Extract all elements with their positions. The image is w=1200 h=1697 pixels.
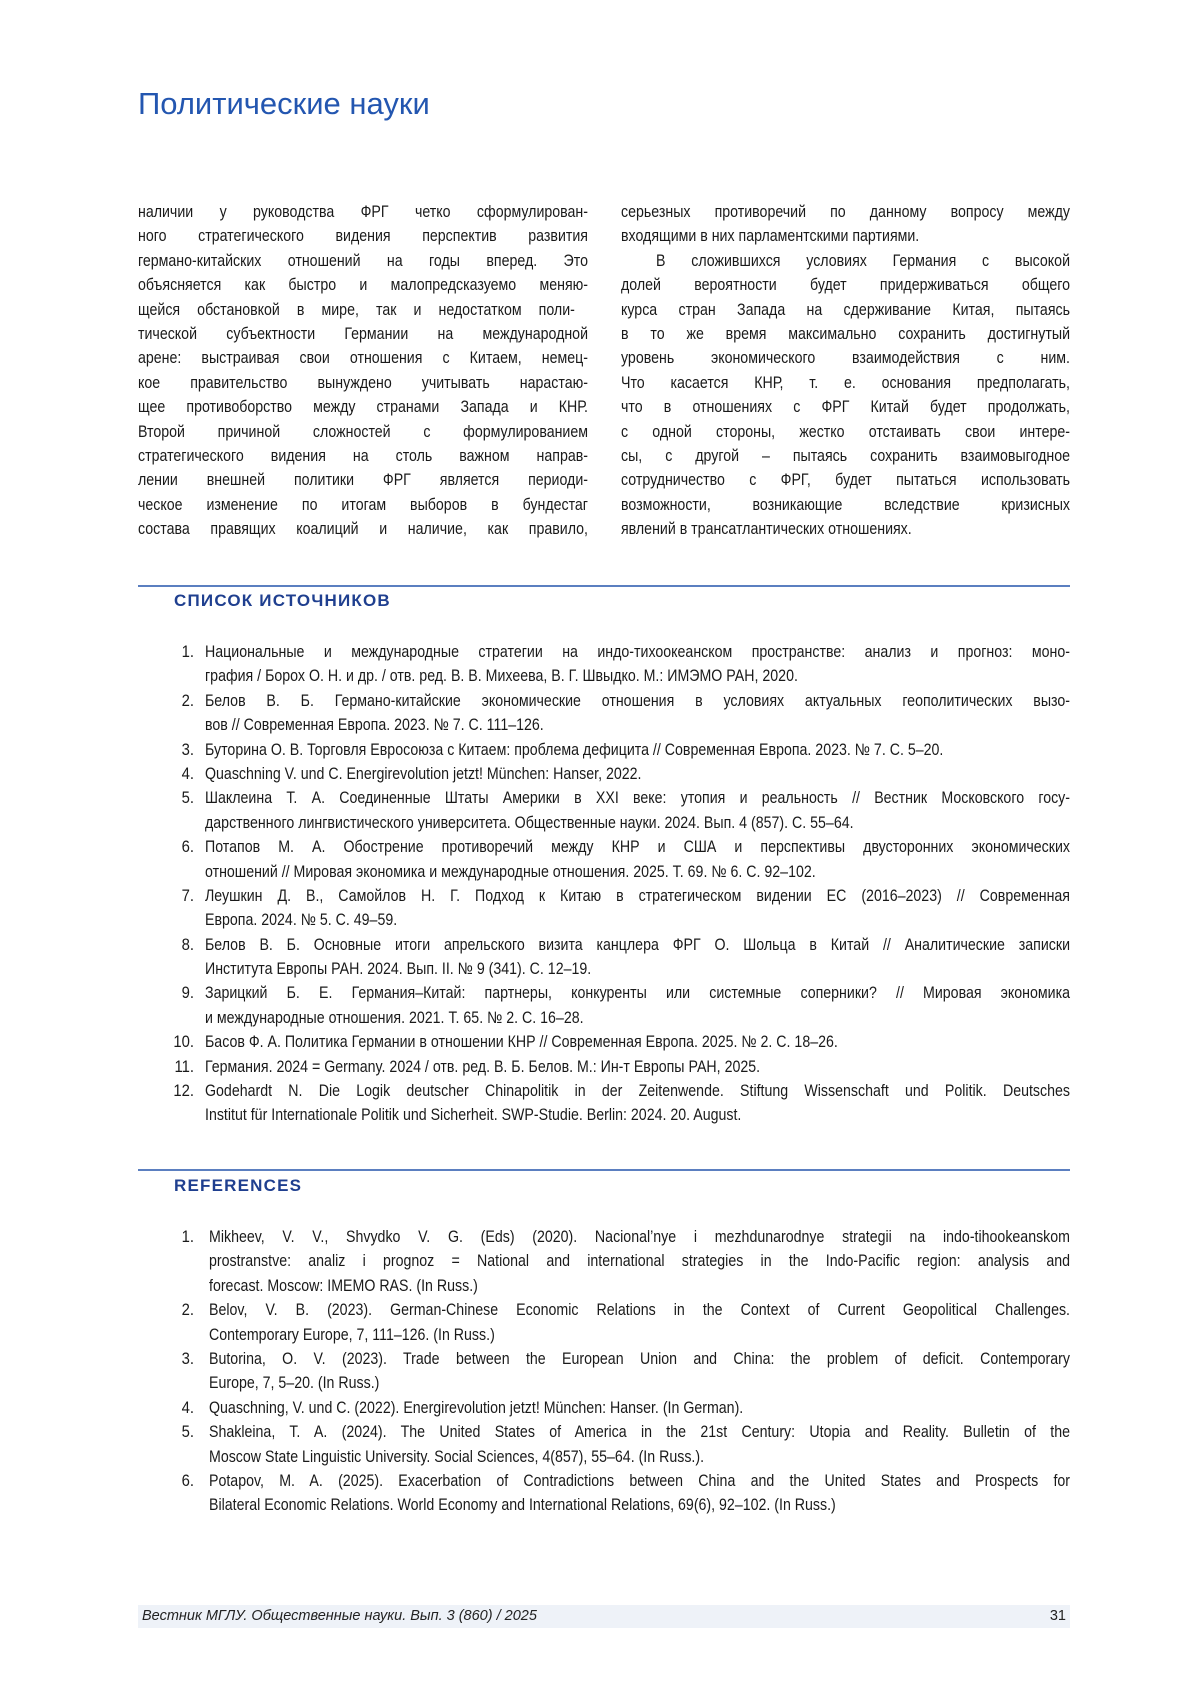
reference-line (209, 1249, 1070, 1273)
text-line: Quaschning, V. und C. (2022). Energirevolution jetzt! München: Hanser. (In German). (209, 1396, 743, 1420)
reference-number: 2. (144, 689, 194, 713)
reference-number: 9. (144, 981, 194, 1005)
reference-line (205, 908, 1070, 932)
text-line: сы, с другой – пытаясь сохранить взаимовыгодное (621, 444, 1070, 468)
paragraph-line (621, 420, 1070, 444)
text-line: ческое изменение по итогам выборов в бундестаг (138, 493, 588, 517)
reference-line (209, 1420, 1070, 1444)
text-line: германо-китайских отношений на годы вперед. Это (138, 249, 588, 273)
text-line: вов // Современная Европа. 2023. № 7. С. 111–126. (205, 713, 544, 737)
reference-item (138, 786, 1070, 835)
reference-number: 5. (144, 1420, 194, 1444)
paragraph-line (621, 200, 1070, 224)
reference-number: 11. (144, 1055, 194, 1079)
text-line: Европа. 2024. № 5. С. 49–59. (205, 908, 397, 932)
reference-line (205, 933, 1070, 957)
text-line: Басов Ф. А. Политика Германии в отношении КНР // Современная Европа. 2025. № 2. С. 18–26. (205, 1030, 838, 1054)
reference-line (205, 640, 1070, 664)
reference-item (138, 933, 1070, 982)
reference-line (205, 713, 1070, 737)
paragraph-line (621, 346, 1070, 370)
section-title: Политические науки (138, 86, 430, 122)
reference-item (138, 884, 1070, 933)
text-line: Института Европы РАН. 2024. Вып. II. № 9 (341). С. 12–19. (205, 957, 591, 981)
text-line: кое правительство вынуждено учитывать нарастаю- (138, 371, 588, 395)
text-line: Белов В. Б. Германо-китайские экономические отношения в условиях актуальных геополитических вызо- (205, 689, 1070, 713)
reference-line (209, 1493, 1070, 1517)
references-list (138, 1225, 1070, 1518)
reference-line (205, 1030, 1070, 1054)
text-line: Леушкин Д. В., Самойлов Н. Г. Подход к Китаю в стратегическом видении ЕС (2016–2023) // Современная (205, 884, 1070, 908)
text-line: арене: выстраивая свои отношения с Китаем, немец- (138, 346, 588, 370)
reference-item (138, 762, 1070, 786)
reference-number: 1. (144, 1225, 194, 1249)
reference-line (205, 957, 1070, 981)
reference-number: 12. (144, 1079, 194, 1103)
text-line: входящими в них парламентскими партиями. (621, 224, 919, 248)
text-line: стратегического видения на столь важном направ- (138, 444, 588, 468)
text-line: Institut für Internationale Politik und Sicherheit. SWP-Studie. Berlin: 2024. 20. August. (205, 1103, 741, 1127)
reference-number: 4. (144, 1396, 194, 1420)
text-line: Belov, V. B. (2023). German-Chinese Economic Relations in the Context of Current Geopolitical Challenges. (209, 1298, 1070, 1322)
references-divider (138, 1169, 1070, 1171)
reference-line (205, 664, 1070, 688)
reference-number: 6. (144, 835, 194, 859)
text-line: Europe, 7, 5–20. (In Russ.) (209, 1371, 379, 1395)
paragraph-line (138, 493, 588, 517)
paragraph-line (138, 371, 588, 395)
text-line: объясняется как быстро и малопредсказуемо меняю- (138, 273, 588, 297)
text-line: ного стратегического видения перспектив развития (138, 224, 588, 248)
reference-number: 3. (144, 1347, 194, 1371)
sources-divider (138, 585, 1070, 587)
body-column-left (138, 200, 588, 541)
text-line: и международные отношения. 2021. Т. 65. № 2. С. 16–28. (205, 1006, 584, 1030)
text-line: Что касается КНР, т. е. основания предполагать, (621, 371, 1070, 395)
reference-item (138, 1055, 1070, 1079)
paragraph-line (138, 273, 588, 297)
text-line: уровень экономического взаимодействия с ним. (621, 346, 1070, 370)
text-line: Moscow State Linguistic University. Social Sciences, 4(857), 55–64. (In Russ.). (209, 1445, 704, 1469)
paragraph-line (138, 346, 588, 370)
reference-item (138, 981, 1070, 1030)
text-line: щее противоборство между странами Запада и КНР. (138, 395, 588, 419)
reference-item (138, 1347, 1070, 1396)
reference-number: 8. (144, 933, 194, 957)
reference-line (209, 1323, 1070, 1347)
paragraph-line (621, 493, 1070, 517)
text-line: в то же время максимально сохранить достигнутый (621, 322, 1070, 346)
text-line: отношений // Мировая экономика и международные отношения. 2025. Т. 69. № 6. С. 92–102. (205, 860, 816, 884)
reference-line (209, 1274, 1070, 1298)
reference-number: 3. (144, 738, 194, 762)
text-line: Quaschning V. und C. Energirevolution jetzt! München: Hanser, 2022. (205, 762, 641, 786)
text-line: forecast. Moscow: IMEMO RAS. (In Russ.) (209, 1274, 478, 1298)
text-line: с одной стороны, жестко отстаивать свои интере- (621, 420, 1070, 444)
text-line: Германия. 2024 = Germany. 2024 / отв. ред. В. Б. Белов. М.: Ин-т Европы РАН, 2025. (205, 1055, 760, 1079)
journal-title: Вестник МГЛУ. Общественные науки. Вып. 3 (860) / 2025 (142, 1608, 537, 1624)
text-line: явлений в трансатлантических отношениях. (621, 517, 912, 541)
paragraph-line (138, 224, 588, 248)
page-number: 31 (1050, 1608, 1066, 1624)
paragraph-line (138, 517, 588, 541)
reference-line (209, 1469, 1070, 1493)
reference-number: 2. (144, 1298, 194, 1322)
text-line: Potapov, M. A. (2025). Exacerbation of Contradictions between China and the United States and Prospects for (209, 1469, 1070, 1493)
text-line: лении внешней политики ФРГ является периоди- (138, 468, 588, 492)
text-line: щейся обстановкой в мире, так и недостатком поли- (138, 298, 575, 322)
reference-number: 5. (144, 786, 194, 810)
reference-number: 7. (144, 884, 194, 908)
text-line: Потапов М. А. Обострение противоречий между КНР и США и перспективы двусторонних экономических (205, 835, 1070, 859)
reference-line (205, 811, 1070, 835)
text-line: Буторина О. В. Торговля Евросоюза с Китаем: проблема дефицита // Современная Европа. 2023. № 7. С. 5–20. (205, 738, 943, 762)
reference-line (205, 860, 1070, 884)
paragraph-line (621, 444, 1070, 468)
text-line: наличии у руководства ФРГ четко сформулирован- (138, 200, 588, 224)
reference-item (138, 1469, 1070, 1518)
text-line: Contemporary Europe, 7, 111–126. (In Russ.) (209, 1323, 495, 1347)
reference-line (205, 689, 1070, 713)
reference-line (209, 1298, 1070, 1322)
paragraph-line (621, 371, 1070, 395)
paragraph-line (621, 468, 1070, 492)
reference-item (138, 1298, 1070, 1347)
reference-line (205, 1103, 1070, 1127)
reference-line (205, 981, 1070, 1005)
references-heading: REFERENCES (174, 1176, 302, 1196)
paragraph-line (138, 200, 588, 224)
paragraph-line (138, 420, 588, 444)
text-line: возможности, возникающие вследствие кризисных (621, 493, 1070, 517)
reference-item (138, 1079, 1070, 1128)
text-line: Зарицкий Б. Е. Германия–Китай: партнеры, конкуренты или системные соперники? // Мировая экономика (205, 981, 1070, 1005)
text-line: Шаклеина Т. А. Соединенные Штаты Америки в XXI веке: утопия и реальность // Вестник Московского госу- (205, 786, 1070, 810)
paragraph-line (138, 395, 588, 419)
reference-line (209, 1371, 1070, 1395)
text-line: Национальные и международные стратегии на индо-тихоокеанском пространстве: анализ и прогноз: моно- (205, 640, 1070, 664)
paragraph-line (138, 322, 588, 346)
reference-line (205, 1006, 1070, 1030)
reference-line (205, 835, 1070, 859)
paragraph-line (621, 224, 1070, 248)
text-line: prostranstve: analiz i prognoz = National and international strategies in the Indo-Pacific region: analysis and (209, 1249, 1070, 1273)
reference-number: 6. (144, 1469, 194, 1493)
text-line: серьезных противоречий по данному вопросу между (621, 200, 1070, 224)
paragraph-line (138, 444, 588, 468)
text-line: долей вероятности будет придерживаться общего (621, 273, 1070, 297)
page-footer (138, 1605, 1070, 1628)
reference-item (138, 1225, 1070, 1298)
paragraph-line (621, 322, 1070, 346)
body-column-right (621, 200, 1070, 541)
paragraph-line (621, 273, 1070, 297)
paragraph-line (138, 298, 588, 322)
text-line: Butorina, O. V. (2023). Trade between the European Union and China: the problem of deficit. Contemporary (209, 1347, 1070, 1371)
reference-line (205, 884, 1070, 908)
reference-line (209, 1396, 1070, 1420)
text-line: тической субъектности Германии на международной (138, 322, 588, 346)
text-line: Белов В. Б. Основные итоги апрельского визита канцлера ФРГ О. Шольца в Китай // Аналитические записки (205, 933, 1070, 957)
text-line: дарственного лингвистического университета. Общественные науки. 2024. Вып. 4 (857). С. 55–64. (205, 811, 854, 835)
text-line: Godehardt N. Die Logik deutscher Chinapolitik in der Zeitenwende. Stiftung Wissenschaft und Politik. Deutsches (205, 1079, 1070, 1103)
reference-item (138, 1420, 1070, 1469)
reference-line (205, 738, 1070, 762)
reference-number: 10. (144, 1030, 194, 1054)
paragraph-line (621, 249, 1070, 273)
paragraph-line (621, 517, 1070, 541)
text-line: состава правящих коалиций и наличие, как правило, (138, 517, 588, 541)
text-line: Второй причиной сложностей с формулированием (138, 420, 588, 444)
paragraph-line (138, 249, 588, 273)
reference-line (205, 1079, 1070, 1103)
text-line: В сложившихся условиях Германия с высокой (656, 249, 1070, 273)
reference-item (138, 1396, 1070, 1420)
text-line: что в отношениях с ФРГ Китай будет продолжать, (621, 395, 1070, 419)
reference-item (138, 835, 1070, 884)
paragraph-line (138, 468, 588, 492)
reference-number: 4. (144, 762, 194, 786)
reference-line (205, 1055, 1070, 1079)
reference-number: 1. (144, 640, 194, 664)
sources-heading: СПИСОК ИСТОЧНИКОВ (174, 591, 391, 611)
reference-line (209, 1225, 1070, 1249)
reference-item (138, 1030, 1070, 1054)
text-line: сотрудничество с ФРГ, будет пытаться использовать (621, 468, 1070, 492)
reference-line (205, 762, 1070, 786)
reference-item (138, 738, 1070, 762)
paragraph-line (621, 298, 1070, 322)
reference-line (205, 786, 1070, 810)
reference-item (138, 689, 1070, 738)
sources-list (138, 640, 1070, 1128)
text-line: курса стран Запада на сдерживание Китая, пытаясь (621, 298, 1070, 322)
reference-line (209, 1445, 1070, 1469)
text-line: графия / Борох О. Н. и др. / отв. ред. В. В. Михеева, В. Г. Швыдко. М.: ИМЭМО РАН, 2020. (205, 664, 798, 688)
text-line: Mikheev, V. V., Shvydko V. G. (Eds) (2020). Nacional’nye i mezhdunarodnye strategii na indo-tihookeanskom (209, 1225, 1070, 1249)
reference-line (209, 1347, 1070, 1371)
text-line: Shakleina, T. A. (2024). The United States of America in the 21st Century: Utopia and Reality. Bulletin of the (209, 1420, 1070, 1444)
text-line: Bilateral Economic Relations. World Economy and International Relations, 69(6), 92–102. (In Russ.) (209, 1493, 836, 1517)
paragraph-line (621, 395, 1070, 419)
reference-item (138, 640, 1070, 689)
